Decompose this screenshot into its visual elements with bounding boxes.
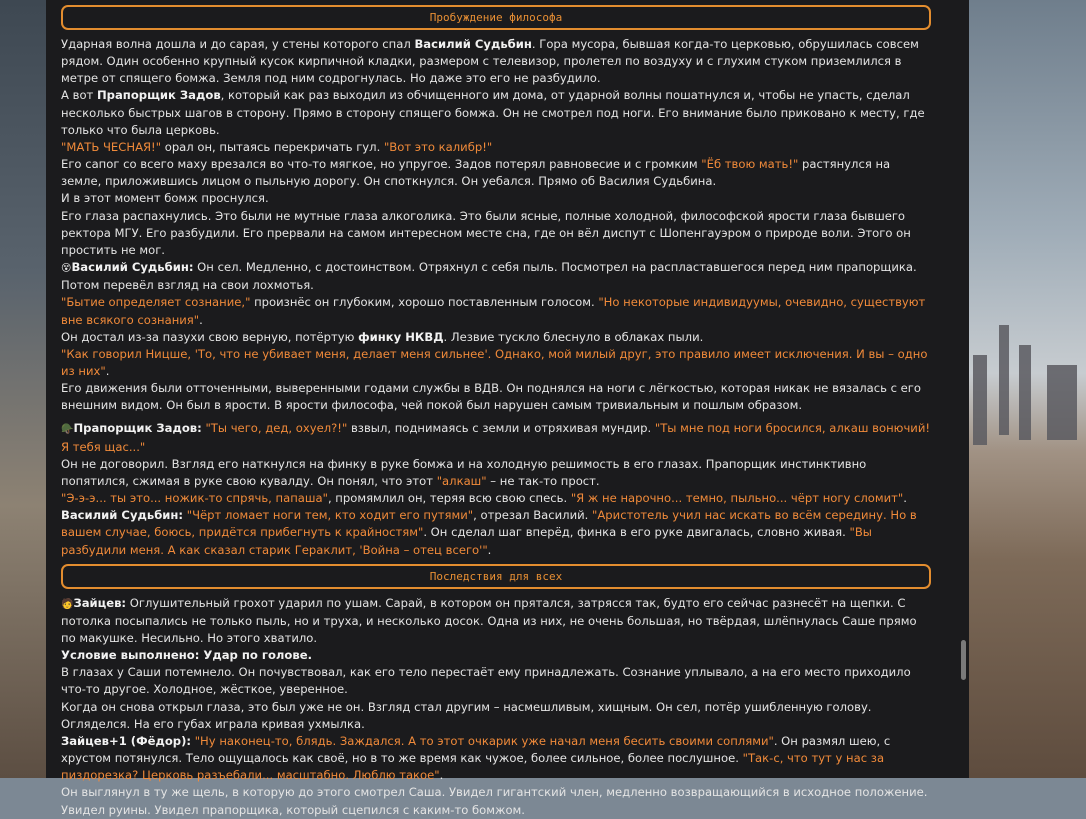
dialogue-quote: "Как говорил Ницше, 'То, что не убивает меня, делает меня сильнее'. Однако, мой милый друг, это правило имеет исключения. И вы – одно из них" — [61, 346, 928, 378]
dialogue-quote: "Бытие определяет сознание," — [61, 295, 251, 310]
character-name: Прапорщик Задов: — [73, 421, 202, 436]
narration-text: Ударная волна дошла и до сарая, у стены которого спал — [61, 37, 415, 51]
narration-text: . — [487, 542, 492, 557]
character-emoji-icon: 😵 — [61, 263, 72, 275]
character-name: Условие выполнено: Удар по голове. — [61, 648, 312, 663]
narration-text: Он достал из-за пазухи свою верную, потёртую — [61, 329, 359, 344]
narration-text: орал он, пытаясь перекричать гул. — [161, 139, 384, 154]
dialogue-quote: "Так-с, что тут у нас за пиздорезка? Церковь разъебали... масштабно. Люблю такое" — [61, 751, 885, 783]
background-right — [969, 0, 1086, 778]
narration-text: Он сел. Медленно, с достоинством. Отряхнул с себя пыль. Посмотрел на распластавшегося перед ним прапорщика. Потом перевёл взгляд на свои лохмотья. — [61, 260, 917, 293]
story-paragraph — [61, 190, 931, 207]
narration-text: взвыл, поднимаясь с земли и отряхивая мундир. — [347, 421, 655, 436]
narration-text: Он выглянул в ту же щель, в которую до этого смотрел Саша. Увидел гигантский член, медленно возвращающийся в исходное положение. Увидел руины. Увидел прапорщика, который сцепился с каким-то бомжом. — [61, 785, 928, 817]
story-paragraph — [61, 380, 931, 414]
story-paragraph — [61, 346, 931, 380]
dialogue-quote: "Вы разбудили меня. А как сказал старик Гераклит, 'Война – отец всего'" — [61, 525, 872, 557]
story-paragraph — [61, 329, 931, 346]
character-name: Прапорщик Задов — [96, 88, 221, 103]
narration-text: И в этот момент бомж проснулся. — [61, 191, 269, 206]
narration-text: , который как раз выходил из обчищенного им дома, от ударной волны пошатнулся и, чтобы не упасть, сделал несколько быстрых шагов в сторону. Прямо в сторону спящего бомжа. Он не смотрел под ноги. Его внимание было приковано к месту, где только что была церковь. — [61, 88, 925, 137]
story-paragraph — [61, 733, 931, 784]
narration-text: растянулся на земле, приложившись лицом о пыльную дорогу. Он споткнулся. Он уебался. Прямо об Василия Судьбина. — [61, 157, 891, 189]
narration-text: . Лезвие тускло блеснуло в облаках пыли. — [443, 329, 704, 344]
background-left — [0, 0, 46, 778]
story-paragraph — [61, 784, 931, 818]
narration-text: Когда он снова открыл глаза, это был уже не он. Взгляд стал другим – насмешливым, хищным. Он сел, потёр ушибленную голову. Огляделся. На его губах играла кривая ухмылка. — [61, 699, 872, 731]
character-name: Василий Судьбин: — [71, 260, 194, 275]
narration-text: . — [199, 312, 203, 327]
dialogue-quote: "Ты мне под ноги бросился, алкаш вонючий! Я тебя щас..." — [61, 421, 931, 454]
character-name: Василий Судьбин — [414, 37, 532, 51]
story-paragraph — [61, 36, 931, 87]
narration-text: . — [105, 363, 110, 378]
story-paragraph — [61, 208, 931, 259]
dialogue-quote: "Я ж не нарочно... темно, пыльно... чёрт ногу сломит" — [570, 491, 904, 506]
narration-text: . Он сделал шаг вперёд, финка в его руке двигалась, словно живая. — [423, 525, 850, 540]
story-paragraph — [61, 507, 931, 558]
message-content — [61, 4, 931, 819]
character-name: финку НКВД — [358, 329, 444, 344]
dialogue-quote: "Чёрт ломает ноги тем, кто ходит его путями" — [186, 508, 474, 523]
story-paragraph — [61, 595, 931, 647]
narration-text: Его движения были отточенными, выверенными годами службы в ВДВ. Он поднялся на ноги с лёгкостью, которая никак не вязалась с его внешним видом. Он был в ярости. В ярости философа, чей покой был нарушен самым тривиальным и пошлым образом. — [61, 381, 921, 413]
narration-text: Он не договорил. Взгляд его наткнулся на финку в руке бомжа и на холодную решимость в его глазах. Прапорщик инстинктивно попятился, сжимая в руке свою кувалду. Он понял, что этот — [61, 456, 867, 488]
narration-text: . — [903, 491, 907, 506]
narration-text: . — [439, 768, 444, 783]
narration-text: Его глаза распахнулись. Это были не мутные глаза алкоголика. Это были ясные, полные холодной, философской ярости глаза бывшего ректора МГУ. Его разбудили. Его прервали на самом интересном месте сна, где он вёл диспут с Шопенгауэром о природе воли. Этого он простить не мог. — [61, 208, 911, 257]
story-paragraph — [61, 294, 931, 328]
narration-text: Его сапог со всего маху врезался во что-то мягкое, но упругое. Задов потерял равновесие и с громким — [61, 157, 702, 172]
dialogue-quote: "Аристотель учил нас искать во всём середину. Но в вашем случае, боюсь, придётся прибегнуть к крайностям" — [61, 508, 917, 540]
story-paragraph — [61, 699, 931, 733]
story-paragraph — [61, 259, 931, 294]
narration-text: . Гора мусора, бывшая когда-то церковью, обрушилась совсем рядом. Один особенно крупный кусок кирпичной кладки, размером с телевизор, пролетел по воздуху и с глухим стуком приземлился в метре от спящего бомжа. Земля под ним содрогнулась. Но даже это его не разбудило. — [61, 37, 919, 86]
narration-text: , промямлил он, теряя всю свою спесь. — [327, 491, 571, 506]
narration-text: – не так-то прост. — [486, 473, 600, 488]
story-paragraph — [61, 420, 931, 455]
character-emoji-icon: 🪖 — [61, 424, 74, 436]
section-title: Пробуждение философа — [61, 5, 931, 30]
scrollbar-thumb[interactable] — [961, 640, 966, 680]
story-paragraph — [61, 139, 931, 156]
dialogue-quote: "Ты чего, дед, охуел?!" — [205, 421, 348, 436]
dialogue-quote: "Ну наконец-то, блядь. Заждался. А то этот очкарик уже начал меня бесить своими соплями" — [194, 733, 774, 748]
character-name: Зайцев: — [73, 595, 127, 610]
character-name: Зайцев+1 (Фёдор): — [61, 733, 192, 748]
story-paragraph — [61, 647, 931, 664]
narration-text: В глазах у Саши потемнело. Он почувствовал, как его тело перестаёт ему принадлежать. Сознание уплывало, а на его место приходило что-то другое. Холодное, жёсткое, уверенное. — [61, 665, 911, 697]
dialogue-quote: "Э-э-э... ты это... ножик-то спрячь, папаша" — [61, 491, 328, 506]
story-paragraph — [61, 87, 931, 138]
character-emoji-icon: 🧑 — [61, 598, 74, 610]
story-paragraph — [61, 490, 931, 507]
dialogue-quote: "МАТЬ ЧЕСНАЯ!" — [61, 139, 162, 154]
character-name: Василий Судьбин: — [61, 508, 184, 523]
narration-text: , отрезал Василий. — [473, 508, 593, 523]
dialogue-quote: "алкаш" — [436, 473, 487, 488]
story-paragraph — [61, 156, 931, 190]
section-title: Последствия для всех — [61, 564, 931, 589]
dialogue-quote: "Вот это калибр!" — [383, 139, 493, 154]
narration-text: произнёс он глубоким, хорошо поставленным голосом. — [250, 295, 599, 310]
narration-text: Оглушительный грохот ударил по ушам. Сарай, в котором он прятался, затрясся так, будто его сейчас разнесёт на щепки. С потолка посыпались не только пыль, но и труха, и несколько досок. Одна из них, не очень большая, но твёрдая, шлёпнулась Саше прямо по макушке. Несильно. Но этого хватило. — [61, 595, 917, 645]
story-paragraph — [61, 456, 931, 490]
narration-text: А вот — [61, 88, 97, 103]
narration-text: . Он размял шею, с хрустом потянулся. Тело ощущалось как своё, но в то же время как чужое, более сильное, более послушное. — [61, 733, 891, 766]
story-paragraph — [61, 664, 931, 698]
dialogue-quote: "Но некоторые индивидуумы, очевидно, существуют вне всякого сознания" — [61, 295, 926, 327]
dialogue-quote: "Ёб твою мать!" — [701, 157, 799, 172]
